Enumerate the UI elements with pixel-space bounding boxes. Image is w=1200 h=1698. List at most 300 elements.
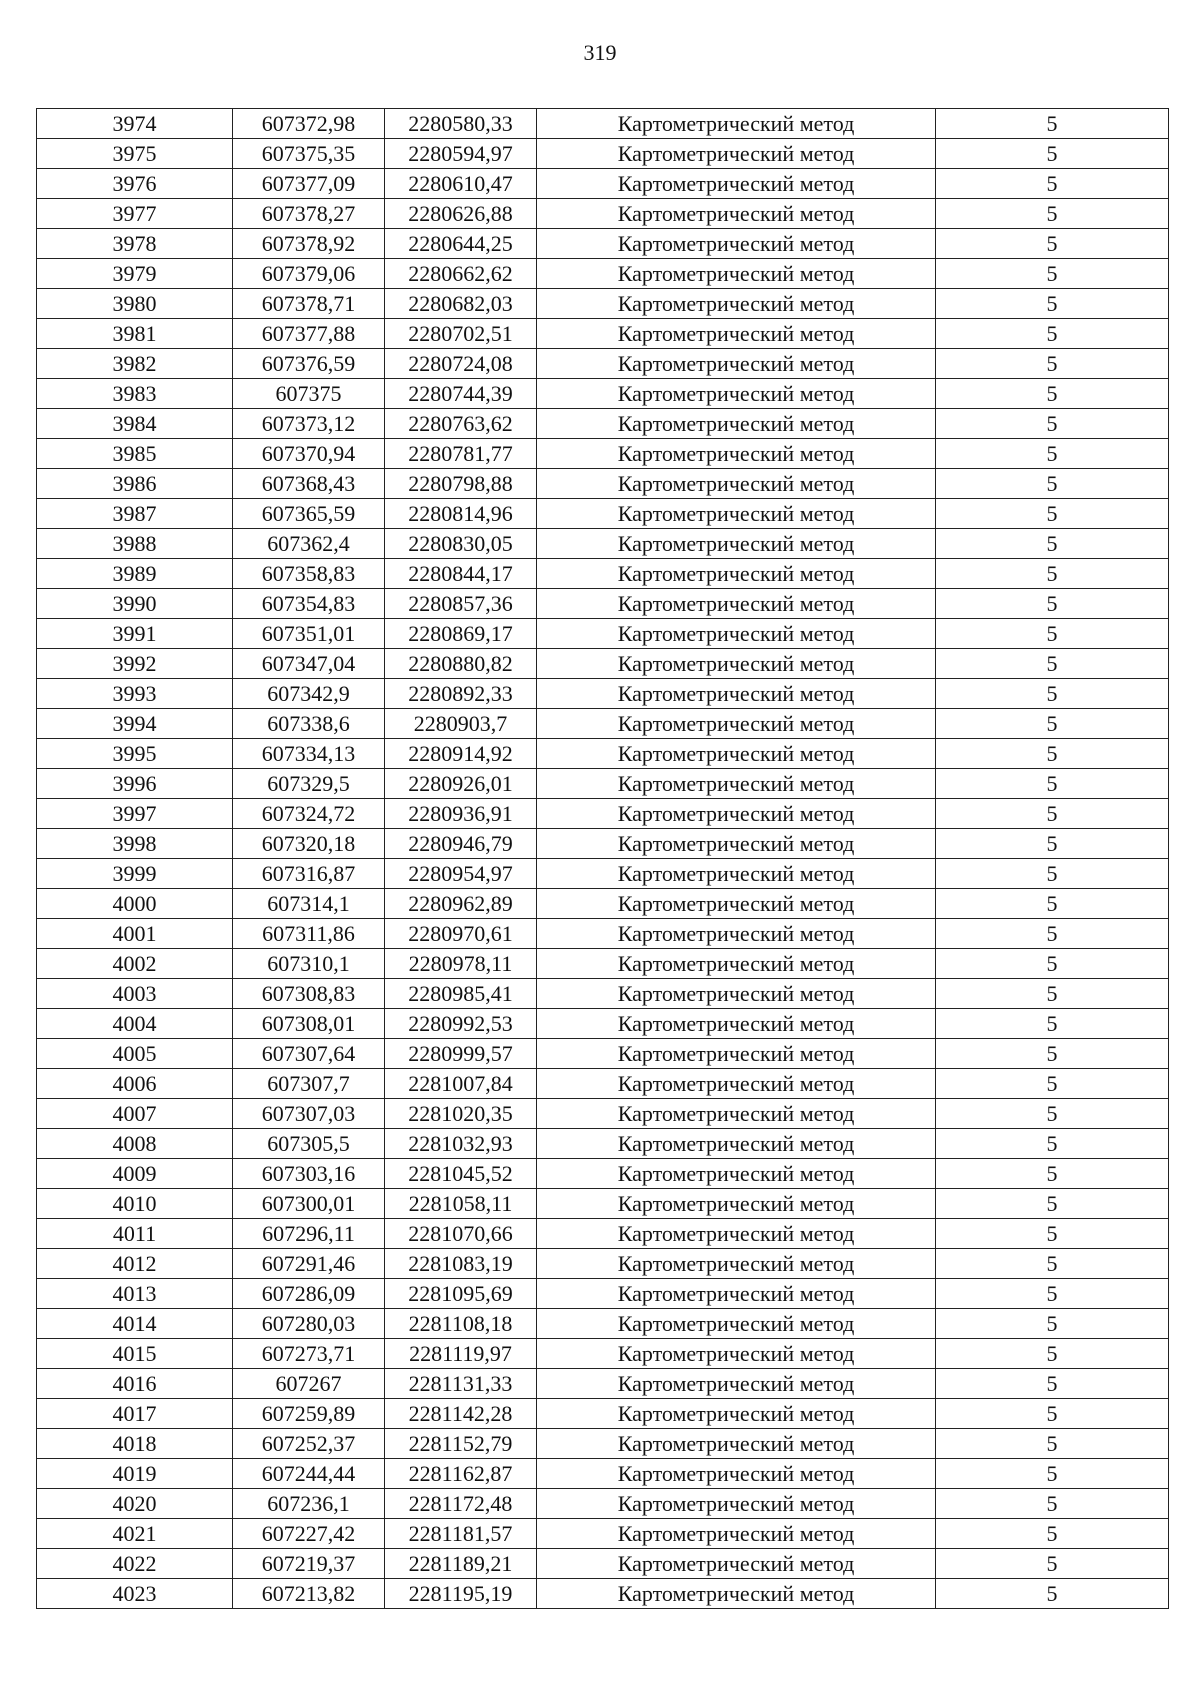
point-number-cell: 3975 [37,139,233,169]
y-coordinate-cell: 2281172,48 [385,1489,537,1519]
x-coordinate-cell: 607329,5 [233,769,385,799]
table-row [37,859,1169,889]
point-number-cell: 3999 [37,859,233,889]
y-coordinate-cell: 2280830,05 [385,529,537,559]
y-coordinate-cell: 2280992,53 [385,1009,537,1039]
x-coordinate-cell: 607342,9 [233,679,385,709]
point-number-cell: 4022 [37,1549,233,1579]
y-coordinate-cell: 2280662,62 [385,259,537,289]
accuracy-cell: 5 [936,529,1169,559]
x-coordinate-cell: 607303,16 [233,1159,385,1189]
method-cell: Картометрический метод [537,1369,936,1399]
point-number-cell: 3993 [37,679,233,709]
table-row [37,199,1169,229]
accuracy-cell: 5 [936,1039,1169,1069]
accuracy-cell: 5 [936,799,1169,829]
accuracy-cell: 5 [936,559,1169,589]
table-row [37,649,1169,679]
point-number-cell: 4000 [37,889,233,919]
method-cell: Картометрический метод [537,619,936,649]
x-coordinate-cell: 607291,46 [233,1249,385,1279]
table-row [37,1459,1169,1489]
point-number-cell: 4009 [37,1159,233,1189]
method-cell: Картометрический метод [537,589,936,619]
y-coordinate-cell: 2280594,97 [385,139,537,169]
accuracy-cell: 5 [936,379,1169,409]
point-number-cell: 3991 [37,619,233,649]
x-coordinate-cell: 607307,64 [233,1039,385,1069]
y-coordinate-cell: 2280978,11 [385,949,537,979]
x-coordinate-cell: 607338,6 [233,709,385,739]
method-cell: Картометрический метод [537,979,936,1009]
x-coordinate-cell: 607377,09 [233,169,385,199]
y-coordinate-cell: 2280781,77 [385,439,537,469]
table-row [37,709,1169,739]
method-cell: Картометрический метод [537,1309,936,1339]
y-coordinate-cell: 2280880,82 [385,649,537,679]
y-coordinate-cell: 2280936,91 [385,799,537,829]
method-cell: Картометрический метод [537,1579,936,1609]
y-coordinate-cell: 2281108,18 [385,1309,537,1339]
accuracy-cell: 5 [936,679,1169,709]
x-coordinate-cell: 607347,04 [233,649,385,679]
x-coordinate-cell: 607351,01 [233,619,385,649]
y-coordinate-cell: 2280763,62 [385,409,537,439]
method-cell: Картометрический метод [537,649,936,679]
accuracy-cell: 5 [936,769,1169,799]
y-coordinate-cell: 2281162,87 [385,1459,537,1489]
method-cell: Картометрический метод [537,1039,936,1069]
table-row [37,439,1169,469]
point-number-cell: 4012 [37,1249,233,1279]
method-cell: Картометрический метод [537,919,936,949]
accuracy-cell: 5 [936,1129,1169,1159]
y-coordinate-cell: 2281195,19 [385,1579,537,1609]
method-cell: Картометрический метод [537,679,936,709]
y-coordinate-cell: 2280892,33 [385,679,537,709]
point-number-cell: 3994 [37,709,233,739]
y-coordinate-cell: 2280857,36 [385,589,537,619]
accuracy-cell: 5 [936,169,1169,199]
table-row [37,1429,1169,1459]
y-coordinate-cell: 2280926,01 [385,769,537,799]
y-coordinate-cell: 2280844,17 [385,559,537,589]
method-cell: Картометрический метод [537,529,936,559]
x-coordinate-cell: 607324,72 [233,799,385,829]
accuracy-cell: 5 [936,1399,1169,1429]
accuracy-cell: 5 [936,259,1169,289]
x-coordinate-cell: 607273,71 [233,1339,385,1369]
coordinates-table [36,108,1169,1609]
table-row [37,1219,1169,1249]
point-number-cell: 4010 [37,1189,233,1219]
table-row [37,289,1169,319]
point-number-cell: 3984 [37,409,233,439]
table-row [37,559,1169,589]
table-row [37,679,1169,709]
method-cell: Картометрический метод [537,1189,936,1219]
accuracy-cell: 5 [936,739,1169,769]
point-number-cell: 3992 [37,649,233,679]
point-number-cell: 3978 [37,229,233,259]
accuracy-cell: 5 [936,619,1169,649]
method-cell: Картометрический метод [537,1069,936,1099]
method-cell: Картометрический метод [537,1489,936,1519]
x-coordinate-cell: 607370,94 [233,439,385,469]
method-cell: Картометрический метод [537,319,936,349]
accuracy-cell: 5 [936,1249,1169,1279]
x-coordinate-cell: 607334,13 [233,739,385,769]
x-coordinate-cell: 607305,5 [233,1129,385,1159]
table-row [37,979,1169,1009]
table-row [37,1399,1169,1429]
x-coordinate-cell: 607286,09 [233,1279,385,1309]
method-cell: Картометрический метод [537,259,936,289]
point-number-cell: 4014 [37,1309,233,1339]
accuracy-cell: 5 [936,1579,1169,1609]
table-row [37,829,1169,859]
x-coordinate-cell: 607365,59 [233,499,385,529]
table-row [37,1489,1169,1519]
table-row [37,139,1169,169]
table-row [37,469,1169,499]
y-coordinate-cell: 2281142,28 [385,1399,537,1429]
accuracy-cell: 5 [936,889,1169,919]
table-row [37,919,1169,949]
table-row [37,229,1169,259]
point-number-cell: 3990 [37,589,233,619]
y-coordinate-cell: 2280954,97 [385,859,537,889]
y-coordinate-cell: 2281152,79 [385,1429,537,1459]
y-coordinate-cell: 2280644,25 [385,229,537,259]
method-cell: Картометрический метод [537,199,936,229]
method-cell: Картометрический метод [537,1459,936,1489]
x-coordinate-cell: 607307,03 [233,1099,385,1129]
x-coordinate-cell: 607280,03 [233,1309,385,1339]
x-coordinate-cell: 607236,1 [233,1489,385,1519]
y-coordinate-cell: 2281131,33 [385,1369,537,1399]
y-coordinate-cell: 2280626,88 [385,199,537,229]
x-coordinate-cell: 607213,82 [233,1579,385,1609]
y-coordinate-cell: 2281007,84 [385,1069,537,1099]
y-coordinate-cell: 2281070,66 [385,1219,537,1249]
y-coordinate-cell: 2281083,19 [385,1249,537,1279]
point-number-cell: 4019 [37,1459,233,1489]
x-coordinate-cell: 607259,89 [233,1399,385,1429]
accuracy-cell: 5 [936,1369,1169,1399]
accuracy-cell: 5 [936,1009,1169,1039]
method-cell: Картометрический метод [537,739,936,769]
x-coordinate-cell: 607219,37 [233,1549,385,1579]
method-cell: Картометрический метод [537,289,936,319]
y-coordinate-cell: 2280744,39 [385,379,537,409]
accuracy-cell: 5 [936,919,1169,949]
accuracy-cell: 5 [936,709,1169,739]
x-coordinate-cell: 607308,83 [233,979,385,1009]
accuracy-cell: 5 [936,589,1169,619]
point-number-cell: 3988 [37,529,233,559]
method-cell: Картометрический метод [537,1429,936,1459]
point-number-cell: 4005 [37,1039,233,1069]
point-number-cell: 3989 [37,559,233,589]
point-number-cell: 4011 [37,1219,233,1249]
y-coordinate-cell: 2280580,33 [385,109,537,139]
table-row [37,1099,1169,1129]
method-cell: Картометрический метод [537,109,936,139]
point-number-cell: 3980 [37,289,233,319]
accuracy-cell: 5 [936,649,1169,679]
accuracy-cell: 5 [936,1159,1169,1189]
x-coordinate-cell: 607375 [233,379,385,409]
table-row [37,529,1169,559]
x-coordinate-cell: 607316,87 [233,859,385,889]
method-cell: Картометрический метод [537,1009,936,1039]
method-cell: Картометрический метод [537,439,936,469]
y-coordinate-cell: 2280946,79 [385,829,537,859]
method-cell: Картометрический метод [537,139,936,169]
table-row [37,1009,1169,1039]
x-coordinate-cell: 607314,1 [233,889,385,919]
x-coordinate-cell: 607378,92 [233,229,385,259]
method-cell: Картометрический метод [537,949,936,979]
table-row [37,319,1169,349]
table-row [37,769,1169,799]
x-coordinate-cell: 607320,18 [233,829,385,859]
point-number-cell: 3998 [37,829,233,859]
y-coordinate-cell: 2281032,93 [385,1129,537,1159]
point-number-cell: 4001 [37,919,233,949]
x-coordinate-cell: 607300,01 [233,1189,385,1219]
table-row [37,259,1169,289]
table-row [37,499,1169,529]
y-coordinate-cell: 2280702,51 [385,319,537,349]
accuracy-cell: 5 [936,109,1169,139]
coordinates-table-body [37,109,1169,1609]
y-coordinate-cell: 2281045,52 [385,1159,537,1189]
accuracy-cell: 5 [936,499,1169,529]
method-cell: Картометрический метод [537,1549,936,1579]
table-row [37,1129,1169,1159]
x-coordinate-cell: 607308,01 [233,1009,385,1039]
table-row [37,349,1169,379]
table-row [37,619,1169,649]
y-coordinate-cell: 2280724,08 [385,349,537,379]
x-coordinate-cell: 607311,86 [233,919,385,949]
point-number-cell: 4016 [37,1369,233,1399]
method-cell: Картометрический метод [537,1219,936,1249]
method-cell: Картометрический метод [537,229,936,259]
y-coordinate-cell: 2280970,61 [385,919,537,949]
x-coordinate-cell: 607227,42 [233,1519,385,1549]
accuracy-cell: 5 [936,469,1169,499]
y-coordinate-cell: 2280869,17 [385,619,537,649]
point-number-cell: 4020 [37,1489,233,1519]
method-cell: Картометрический метод [537,799,936,829]
y-coordinate-cell: 2281181,57 [385,1519,537,1549]
point-number-cell: 3983 [37,379,233,409]
accuracy-cell: 5 [936,139,1169,169]
y-coordinate-cell: 2281058,11 [385,1189,537,1219]
x-coordinate-cell: 607310,1 [233,949,385,979]
x-coordinate-cell: 607252,37 [233,1429,385,1459]
y-coordinate-cell: 2281119,97 [385,1339,537,1369]
accuracy-cell: 5 [936,1459,1169,1489]
y-coordinate-cell: 2280985,41 [385,979,537,1009]
x-coordinate-cell: 607379,06 [233,259,385,289]
point-number-cell: 3982 [37,349,233,379]
point-number-cell: 4003 [37,979,233,1009]
table-row [37,409,1169,439]
accuracy-cell: 5 [936,1069,1169,1099]
point-number-cell: 3996 [37,769,233,799]
point-number-cell: 3976 [37,169,233,199]
y-coordinate-cell: 2280798,88 [385,469,537,499]
point-number-cell: 4004 [37,1009,233,1039]
accuracy-cell: 5 [936,1549,1169,1579]
point-number-cell: 4013 [37,1279,233,1309]
x-coordinate-cell: 607362,4 [233,529,385,559]
method-cell: Картометрический метод [537,379,936,409]
accuracy-cell: 5 [936,859,1169,889]
method-cell: Картометрический метод [537,859,936,889]
y-coordinate-cell: 2280814,96 [385,499,537,529]
accuracy-cell: 5 [936,979,1169,1009]
x-coordinate-cell: 607372,98 [233,109,385,139]
method-cell: Картометрический метод [537,499,936,529]
accuracy-cell: 5 [936,1519,1169,1549]
point-number-cell: 4007 [37,1099,233,1129]
table-row [37,949,1169,979]
point-number-cell: 4002 [37,949,233,979]
accuracy-cell: 5 [936,1489,1169,1519]
y-coordinate-cell: 2280682,03 [385,289,537,319]
point-number-cell: 4017 [37,1399,233,1429]
accuracy-cell: 5 [936,229,1169,259]
table-row [37,379,1169,409]
method-cell: Картометрический метод [537,1249,936,1279]
method-cell: Картометрический метод [537,1399,936,1429]
method-cell: Картометрический метод [537,889,936,919]
point-number-cell: 4015 [37,1339,233,1369]
table-row [37,1309,1169,1339]
table-row [37,1069,1169,1099]
accuracy-cell: 5 [936,829,1169,859]
accuracy-cell: 5 [936,199,1169,229]
accuracy-cell: 5 [936,289,1169,319]
y-coordinate-cell: 2280610,47 [385,169,537,199]
x-coordinate-cell: 607244,44 [233,1459,385,1489]
table-row [37,739,1169,769]
accuracy-cell: 5 [936,439,1169,469]
point-number-cell: 3997 [37,799,233,829]
table-row [37,169,1169,199]
point-number-cell: 4006 [37,1069,233,1099]
y-coordinate-cell: 2280962,89 [385,889,537,919]
table-row [37,1549,1169,1579]
accuracy-cell: 5 [936,1429,1169,1459]
x-coordinate-cell: 607296,11 [233,1219,385,1249]
table-row [37,589,1169,619]
table-row [37,1039,1169,1069]
method-cell: Картометрический метод [537,1339,936,1369]
point-number-cell: 4018 [37,1429,233,1459]
x-coordinate-cell: 607267 [233,1369,385,1399]
point-number-cell: 4021 [37,1519,233,1549]
accuracy-cell: 5 [936,1189,1169,1219]
method-cell: Картометрический метод [537,709,936,739]
x-coordinate-cell: 607358,83 [233,559,385,589]
point-number-cell: 4008 [37,1129,233,1159]
method-cell: Картометрический метод [537,829,936,859]
accuracy-cell: 5 [936,409,1169,439]
x-coordinate-cell: 607378,71 [233,289,385,319]
point-number-cell: 4023 [37,1579,233,1609]
method-cell: Картометрический метод [537,559,936,589]
table-row [37,1159,1169,1189]
table-row [37,1519,1169,1549]
y-coordinate-cell: 2281189,21 [385,1549,537,1579]
method-cell: Картометрический метод [537,1129,936,1159]
point-number-cell: 3995 [37,739,233,769]
point-number-cell: 3986 [37,469,233,499]
y-coordinate-cell: 2280999,57 [385,1039,537,1069]
accuracy-cell: 5 [936,949,1169,979]
method-cell: Картометрический метод [537,1279,936,1309]
table-row [37,799,1169,829]
x-coordinate-cell: 607368,43 [233,469,385,499]
table-row [37,1579,1169,1609]
x-coordinate-cell: 607378,27 [233,199,385,229]
y-coordinate-cell: 2281095,69 [385,1279,537,1309]
x-coordinate-cell: 607377,88 [233,319,385,349]
accuracy-cell: 5 [936,1219,1169,1249]
point-number-cell: 3977 [37,199,233,229]
method-cell: Картометрический метод [537,169,936,199]
table-row [37,889,1169,919]
x-coordinate-cell: 607354,83 [233,589,385,619]
method-cell: Картометрический метод [537,1519,936,1549]
accuracy-cell: 5 [936,1339,1169,1369]
x-coordinate-cell: 607373,12 [233,409,385,439]
table-row [37,1189,1169,1219]
x-coordinate-cell: 607375,35 [233,139,385,169]
method-cell: Картометрический метод [537,409,936,439]
table-row [37,109,1169,139]
point-number-cell: 3987 [37,499,233,529]
accuracy-cell: 5 [936,1309,1169,1339]
table-row [37,1249,1169,1279]
point-number-cell: 3974 [37,109,233,139]
x-coordinate-cell: 607307,7 [233,1069,385,1099]
table-row [37,1369,1169,1399]
method-cell: Картометрический метод [537,469,936,499]
table-row [37,1279,1169,1309]
accuracy-cell: 5 [936,1279,1169,1309]
method-cell: Картометрический метод [537,769,936,799]
point-number-cell: 3985 [37,439,233,469]
accuracy-cell: 5 [936,319,1169,349]
page-number: 319 [583,40,617,65]
y-coordinate-cell: 2281020,35 [385,1099,537,1129]
method-cell: Картометрический метод [537,1099,936,1129]
y-coordinate-cell: 2280914,92 [385,739,537,769]
accuracy-cell: 5 [936,1099,1169,1129]
point-number-cell: 3981 [37,319,233,349]
method-cell: Картометрический метод [537,349,936,379]
accuracy-cell: 5 [936,349,1169,379]
y-coordinate-cell: 2280903,7 [385,709,537,739]
table-row [37,1339,1169,1369]
